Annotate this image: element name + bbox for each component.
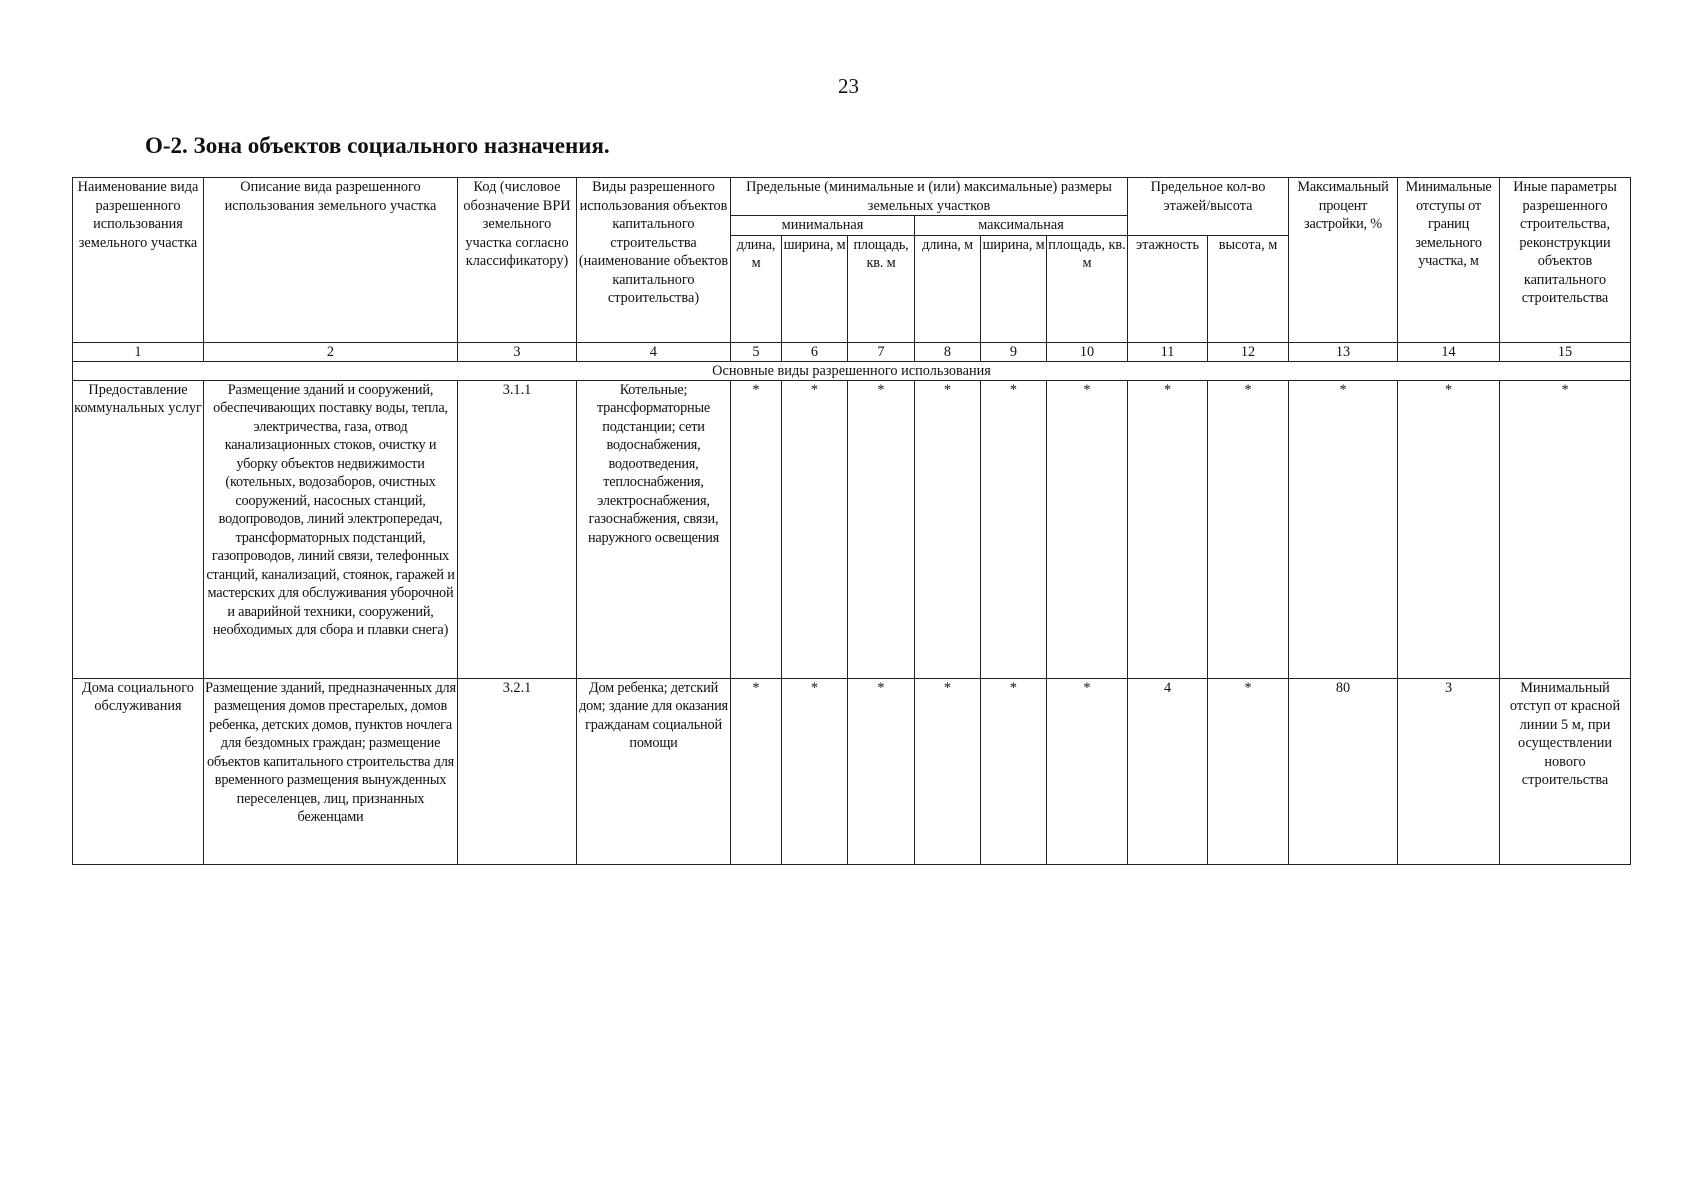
document-title: О-2. Зона объектов социального назначения. <box>145 133 610 158</box>
column-numbers-row <box>73 342 1631 361</box>
cell-objects: Котельные; трансформаторные подстанции; сети водоснабжения, водоотведения, теплоснабжения, электроснабжения, газоснабжения, связи, наружного освещения <box>577 380 731 678</box>
cell-max-length: * <box>915 678 981 864</box>
column-number: 2 <box>204 342 458 361</box>
cell-min-area: * <box>848 380 915 678</box>
header-description: Описание вида разрешенного использования земельного участка <box>204 178 458 343</box>
column-number: 3 <box>458 342 577 361</box>
section-row <box>73 361 1631 380</box>
header-setback: Минимальные отступы от границ земельного участка, м <box>1398 178 1500 343</box>
header-max-width: ширина, м <box>981 235 1047 342</box>
column-number: 7 <box>848 342 915 361</box>
header-max: максимальная <box>915 216 1128 236</box>
header-height: высота, м <box>1208 235 1289 342</box>
header-min-area: площадь, кв. м <box>848 235 915 342</box>
cell-min-width: * <box>782 380 848 678</box>
cell-height: * <box>1208 380 1289 678</box>
header-limits: Предельные (минимальные и (или) максимальные) размеры земельных участков <box>731 178 1128 216</box>
column-number: 5 <box>731 342 782 361</box>
header-other: Иные параметры разрешенного строительства, реконструкции объектов капитального строительства <box>1500 178 1631 343</box>
header-max-area: площадь, кв. м <box>1047 235 1128 342</box>
cell-max-width: * <box>981 678 1047 864</box>
cell-min-area: * <box>848 678 915 864</box>
table-row <box>73 678 1631 864</box>
cell-floors: * <box>1128 380 1208 678</box>
cell-other: * <box>1500 380 1631 678</box>
header-min: минимальная <box>731 216 915 236</box>
header-objects: Виды разрешенного использования объектов капитального строительства (наименование объектов капитального строительства) <box>577 178 731 343</box>
header-coverage: Максимальный процент застройки, % <box>1289 178 1398 343</box>
cell-max-width: * <box>981 380 1047 678</box>
zone-parameters-table <box>72 177 1631 865</box>
header-min-width: ширина, м <box>782 235 848 342</box>
column-number: 10 <box>1047 342 1128 361</box>
section-title: Основные виды разрешенного использования <box>73 361 1631 380</box>
column-number: 12 <box>1208 342 1289 361</box>
header-floors: этажность <box>1128 235 1208 342</box>
column-number: 15 <box>1500 342 1631 361</box>
column-number: 6 <box>782 342 848 361</box>
cell-floors: 4 <box>1128 678 1208 864</box>
header-max-length: длина, м <box>915 235 981 342</box>
cell-setback: * <box>1398 380 1500 678</box>
header-code: Код (числовое обозначение ВРИ земельного участка согласно классификатору) <box>458 178 577 343</box>
header-row-1 <box>73 178 1631 216</box>
cell-min-length: * <box>731 380 782 678</box>
cell-coverage: * <box>1289 380 1398 678</box>
cell-height: * <box>1208 678 1289 864</box>
cell-coverage: 80 <box>1289 678 1398 864</box>
header-name: Наименование вида разрешенного использования земельного участка <box>73 178 204 343</box>
column-number: 13 <box>1289 342 1398 361</box>
column-number: 1 <box>73 342 204 361</box>
cell-name: Предоставление коммунальных услуг <box>73 380 204 678</box>
cell-description: Размещение зданий и сооружений, обеспечивающих поставку воды, тепла, электричества, газа, отвод канализационных стоков, очистку и уборку объектов недвижимости (котельных, водозаборов, очистных сооружений, насосных станций, водопроводов, линий электропередач, трансформаторных подстанций, газопроводов, линий связи, телефонных станций, канализаций, стоянок, гаражей и мастерских для обслуживания уборочной и аварийной техники, сооружений, необходимых для сбора и плавки снега) <box>204 380 458 678</box>
cell-max-length: * <box>915 380 981 678</box>
cell-max-area: * <box>1047 380 1128 678</box>
cell-code: 3.1.1 <box>458 380 577 678</box>
cell-objects: Дом ребенка; детский дом; здание для оказания гражданам социальной помощи <box>577 678 731 864</box>
cell-setback: 3 <box>1398 678 1500 864</box>
column-number: 11 <box>1128 342 1208 361</box>
cell-max-area: * <box>1047 678 1128 864</box>
table-row <box>73 380 1631 678</box>
column-number: 8 <box>915 342 981 361</box>
column-number: 9 <box>981 342 1047 361</box>
cell-description: Размещение зданий, предназначенных для размещения домов престарелых, домов ребенка, детских домов, пунктов ночлега для бездомных граждан; размещение объектов капитального строительства для временного размещения вынужденных переселенцев, лиц, признанных беженцами <box>204 678 458 864</box>
column-number: 14 <box>1398 342 1500 361</box>
header-floors-group: Предельное кол-во этажей/высота <box>1128 178 1289 236</box>
header-min-length: длина, м <box>731 235 782 342</box>
cell-min-width: * <box>782 678 848 864</box>
cell-code: 3.2.1 <box>458 678 577 864</box>
cell-name: Дома социального обслуживания <box>73 678 204 864</box>
page-number: 23 <box>838 74 859 98</box>
column-number: 4 <box>577 342 731 361</box>
cell-min-length: * <box>731 678 782 864</box>
cell-other: Минимальный отступ от красной линии 5 м, при осуществлении нового строительства <box>1500 678 1631 864</box>
